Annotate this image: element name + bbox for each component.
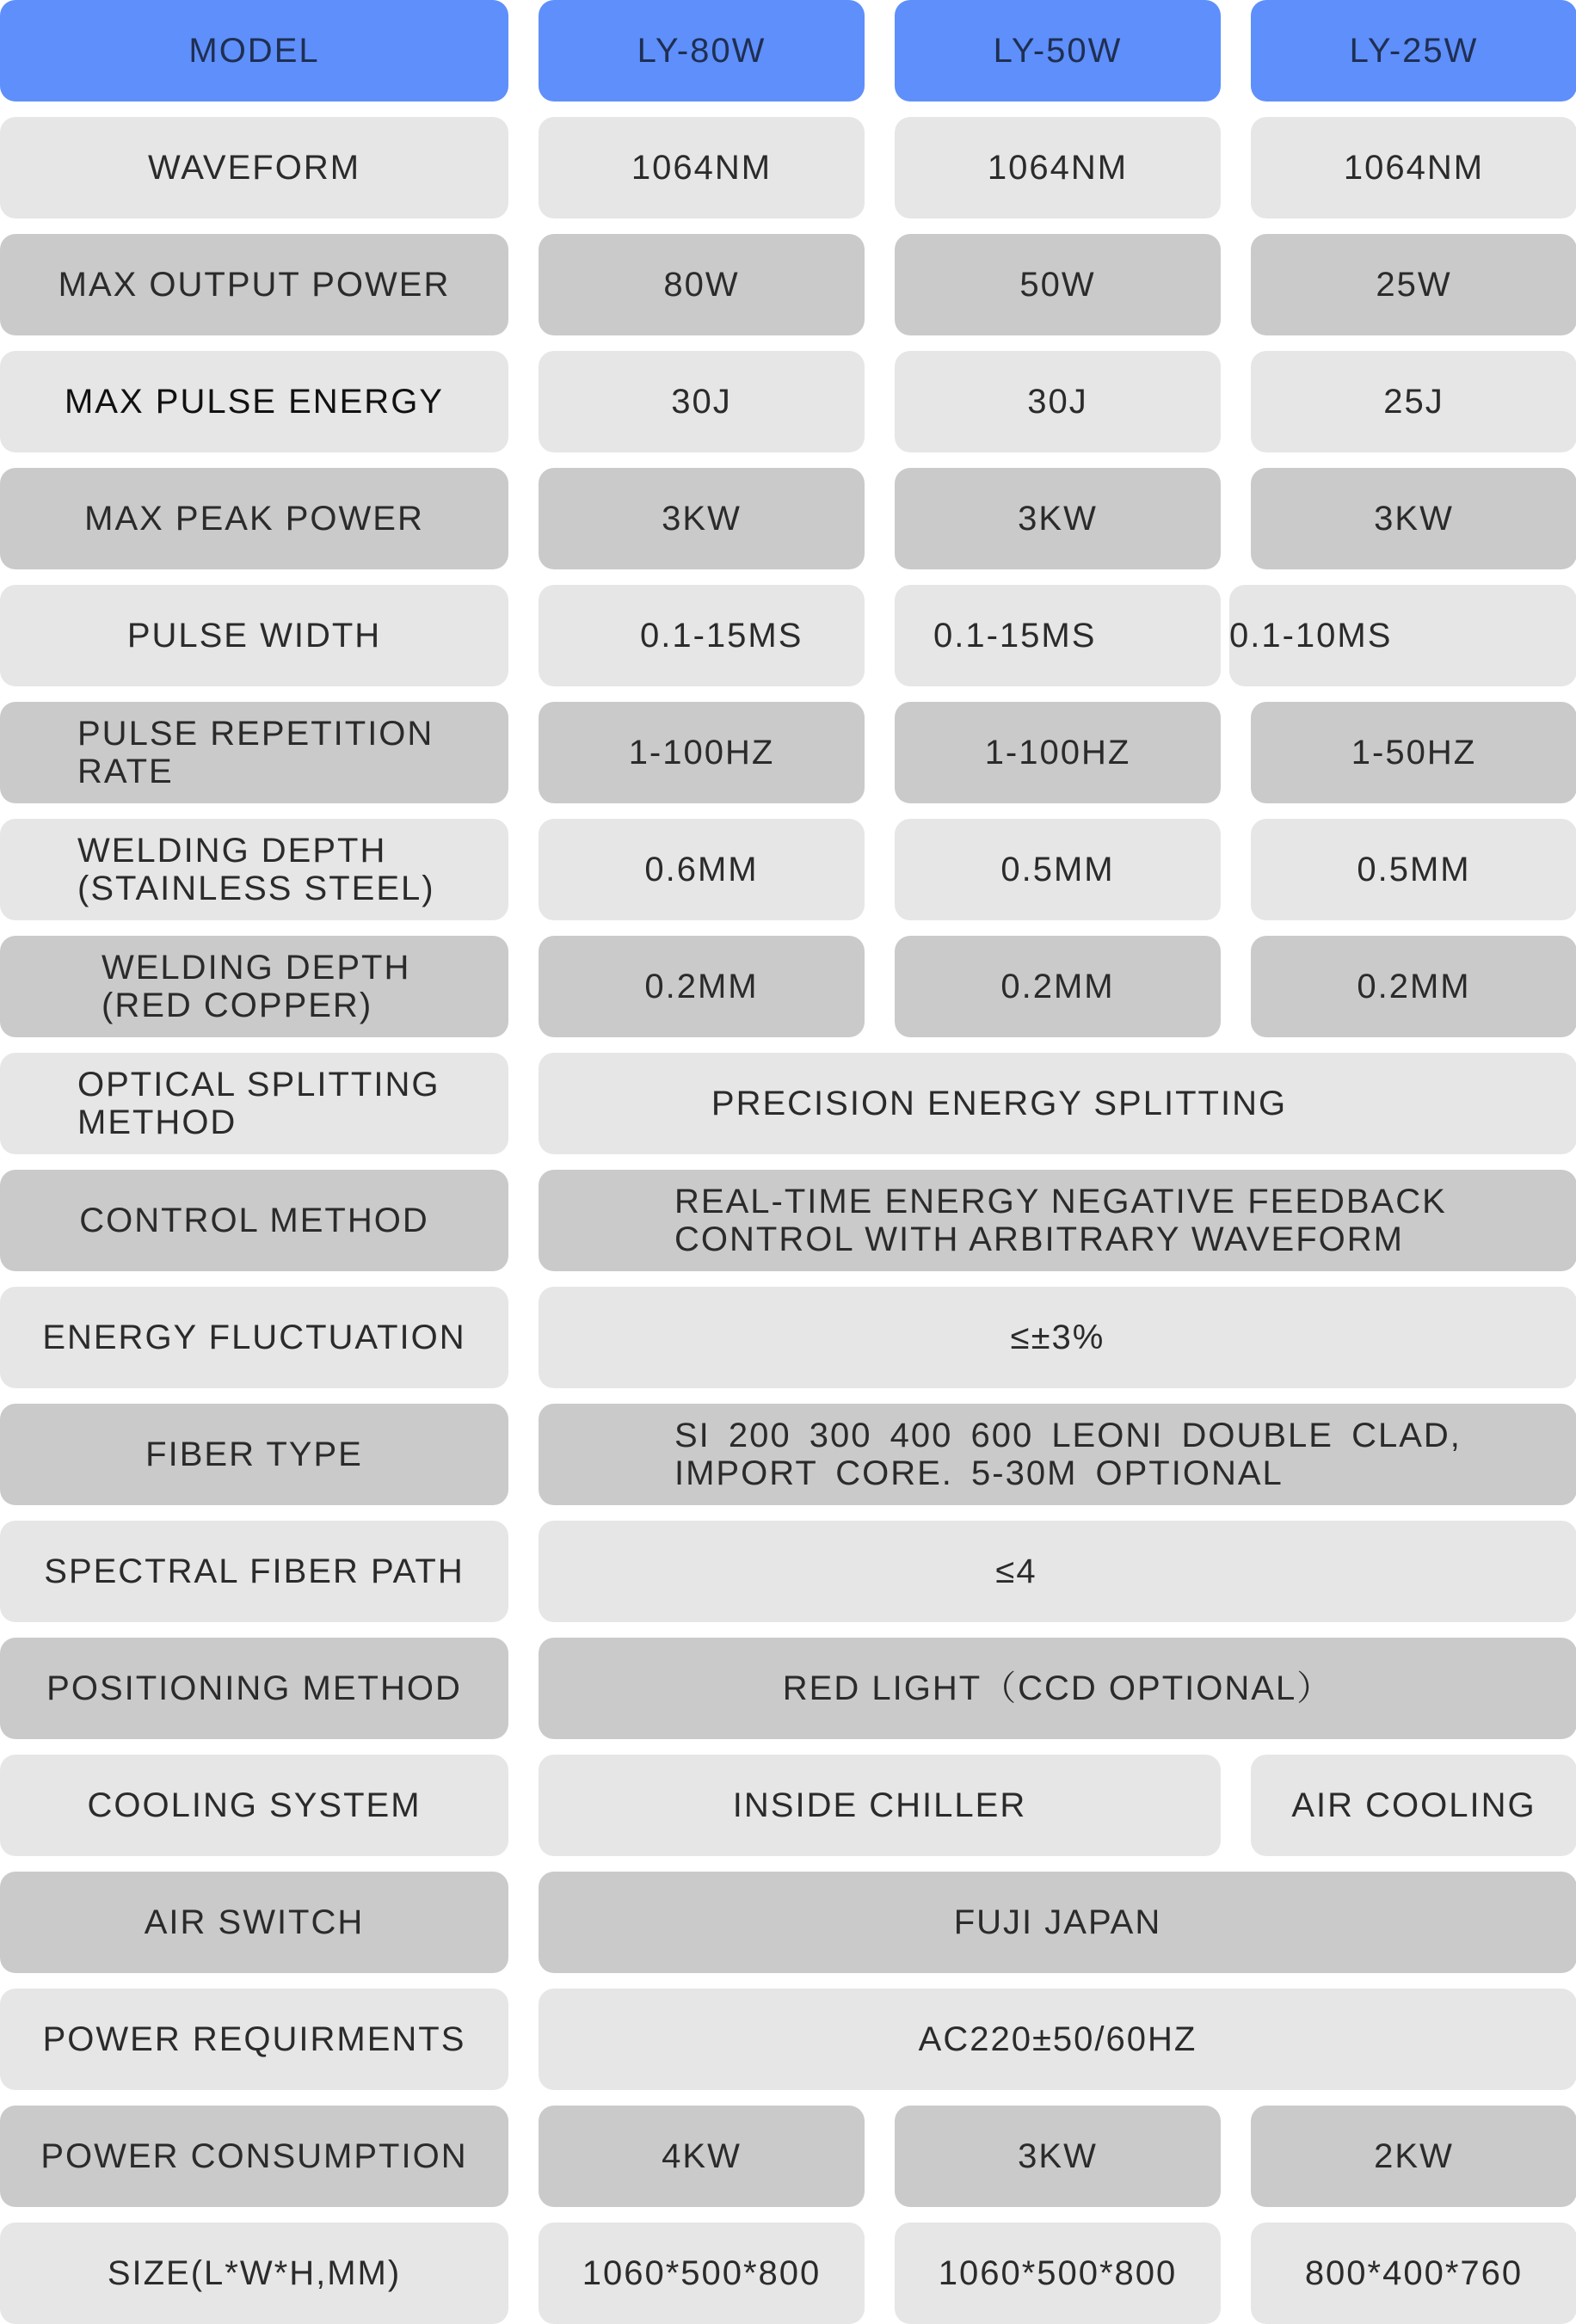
pulse-repetition-rate-ly-25w: 1-50HZ bbox=[1251, 702, 1576, 803]
max-peak-power-ly-80w: 3KW bbox=[539, 468, 865, 569]
row-label-welding-depth-copper: WELDING DEPTH (RED COPPER) bbox=[0, 936, 508, 1037]
pulse-width-ly-25w: 0.1-10MS bbox=[1229, 585, 1576, 686]
row-label-air-switch: AIR SWITCH bbox=[0, 1872, 508, 1973]
optical-splitting-method-value: PRECISION ENERGY SPLITTING bbox=[539, 1053, 1576, 1154]
size-ly-50w: 1060*500*800 bbox=[895, 2223, 1221, 2324]
waveform-ly-25w: 1064NM bbox=[1251, 117, 1576, 218]
row-label-pulse-width: PULSE WIDTH bbox=[0, 585, 508, 686]
size-ly-25w: 800*400*760 bbox=[1251, 2223, 1576, 2324]
pulse-width-ly-80w: 0.1-15MS bbox=[539, 585, 865, 686]
waveform-ly-80w: 1064NM bbox=[539, 117, 865, 218]
welding-depth-copper-ly-50w: 0.2MM bbox=[895, 936, 1221, 1037]
pulse-repetition-rate-ly-80w: 1-100HZ bbox=[539, 702, 865, 803]
max-output-power-ly-25w: 25W bbox=[1251, 234, 1576, 335]
row-label-max-peak-power: MAX PEAK POWER bbox=[0, 468, 508, 569]
max-pulse-energy-ly-25w: 25J bbox=[1251, 351, 1576, 452]
max-output-power-ly-50w: 50W bbox=[895, 234, 1221, 335]
power-consumption-ly-25w: 2KW bbox=[1251, 2106, 1576, 2207]
row-label-positioning-method: POSITIONING METHOD bbox=[0, 1638, 508, 1739]
energy-fluctuation-value: ≤±3% bbox=[539, 1287, 1576, 1388]
row-label-waveform: WAVEFORM bbox=[0, 117, 508, 218]
pulse-repetition-rate-ly-50w: 1-100HZ bbox=[895, 702, 1221, 803]
row-label-energy-fluctuation: ENERGY FLUCTUATION bbox=[0, 1287, 508, 1388]
max-pulse-energy-ly-80w: 30J bbox=[539, 351, 865, 452]
max-output-power-ly-80w: 80W bbox=[539, 234, 865, 335]
welding-depth-stainless-ly-80w: 0.6MM bbox=[539, 819, 865, 920]
max-peak-power-ly-25w: 3KW bbox=[1251, 468, 1576, 569]
row-label-power-consumption: POWER CONSUMPTION bbox=[0, 2106, 508, 2207]
row-label-optical-splitting-method: OPTICAL SPLITTING METHOD bbox=[0, 1053, 508, 1154]
row-label-fiber-type: FIBER TYPE bbox=[0, 1404, 508, 1505]
row-label-size: SIZE(L*W*H,MM) bbox=[0, 2223, 508, 2324]
fiber-type-value: SI 200 300 400 600 LEONI DOUBLE CLAD, IMPORT CORE. 5-30M OPTIONAL bbox=[539, 1404, 1576, 1505]
header-model-ly-50w: LY-50W bbox=[895, 0, 1221, 101]
welding-depth-stainless-ly-50w: 0.5MM bbox=[895, 819, 1221, 920]
row-label-max-pulse-energy: MAX PULSE ENERGY bbox=[0, 351, 508, 452]
row-label-cooling-system: COOLING SYSTEM bbox=[0, 1755, 508, 1856]
welding-depth-copper-ly-25w: 0.2MM bbox=[1251, 936, 1576, 1037]
header-model-ly-80w: LY-80W bbox=[539, 0, 865, 101]
header-model-label: MODEL bbox=[0, 0, 508, 101]
row-label-power-requirements: POWER REQUIRMENTS bbox=[0, 1989, 508, 2090]
pulse-width-ly-50w: 0.1-15MS bbox=[895, 585, 1221, 686]
welding-depth-copper-ly-80w: 0.2MM bbox=[539, 936, 865, 1037]
row-label-control-method: CONTROL METHOD bbox=[0, 1170, 508, 1271]
row-label-spectral-fiber-path: SPECTRAL FIBER PATH bbox=[0, 1521, 508, 1622]
positioning-method-value: RED LIGHT（CCD OPTIONAL） bbox=[539, 1638, 1576, 1739]
power-requirements-value: AC220±50/60HZ bbox=[539, 1989, 1576, 2090]
power-consumption-ly-80w: 4KW bbox=[539, 2106, 865, 2207]
row-label-welding-depth-stainless: WELDING DEPTH (STAINLESS STEEL) bbox=[0, 819, 508, 920]
cooling-system-ly-80w-50w: INSIDE CHILLER bbox=[539, 1755, 1221, 1856]
power-consumption-ly-50w: 3KW bbox=[895, 2106, 1221, 2207]
max-peak-power-ly-50w: 3KW bbox=[895, 468, 1221, 569]
spectral-fiber-path-value: ≤4 bbox=[539, 1521, 1576, 1622]
waveform-ly-50w: 1064NM bbox=[895, 117, 1221, 218]
row-label-max-output-power: MAX OUTPUT POWER bbox=[0, 234, 508, 335]
header-model-ly-25w: LY-25W bbox=[1251, 0, 1576, 101]
cooling-system-ly-25w: AIR COOLING bbox=[1251, 1755, 1576, 1856]
welding-depth-stainless-ly-25w: 0.5MM bbox=[1251, 819, 1576, 920]
control-method-value: REAL-TIME ENERGY NEGATIVE FEEDBACK CONTROL WITH ARBITRARY WAVEFORM bbox=[539, 1170, 1576, 1271]
size-ly-80w: 1060*500*800 bbox=[539, 2223, 865, 2324]
air-switch-value: FUJI JAPAN bbox=[539, 1872, 1576, 1973]
max-pulse-energy-ly-50w: 30J bbox=[895, 351, 1221, 452]
row-label-pulse-repetition-rate: PULSE REPETITION RATE bbox=[0, 702, 508, 803]
